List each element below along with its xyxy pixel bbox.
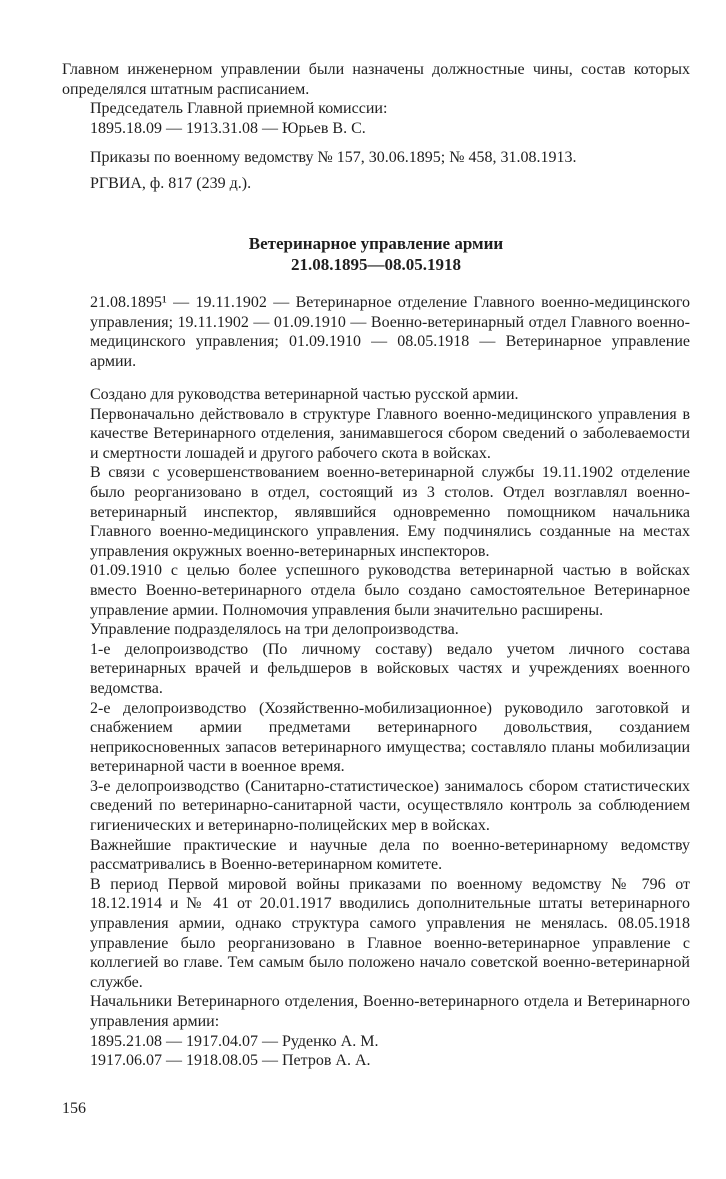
paragraph: В связи с усовершенствованием военно-ветеринарной службы 19.11.1902 отделение было реорганизовано в отдел, состоящий из 3 столов. Отдел возглавлял военно-ветеринарный инспектор, являвшийся одновременно помощником начальника Главного военно-медицинского управления. Ему подчинялись созданные на местах управления окружных военно-ветеринарных инспекторов. [90, 464, 690, 560]
paragraph: 01.09.1910 с целью более успешного руководства ветеринарной частью в войсках вместо Военно-ветеринарного отдела было создано самостоятельное Ветеринарное управление армии. Полномочия управления были значительно расширены. [90, 562, 690, 619]
history-paragraph: 21.08.1895¹ — 19.11.1902 — Ветеринарное отделение Главного военно-медицинского управления; 19.11.1902 — 01.09.1910 — Военно-ветеринарный отдел Главного военно-медицинского управления; 01.09.1910 — 08.05.1918 — Ветеринарное управление армии. [90, 294, 690, 370]
paragraph: Первоначально действовало в структуре Главного военно-медицинского управления в качестве Ветеринарного отделения, занимавшегося сбором сведений о заболеваемости и смертности лошадей и другого рабочего скота в войсках. [90, 405, 690, 462]
section-dates: 21.08.1895—08.05.1918 [291, 255, 461, 274]
section-heading [62, 233, 690, 275]
chair-label: Председатель Главной приемной комиссии: [90, 100, 388, 118]
paragraph: 2-е делопроизводство (Хозяйственно-мобилизационное) руководило заготовкой и снабжением армии предметами ветеринарного довольствия, созданием неприкосновенных запасов ветеринарного имущества; составляло планы мобилизации ветеринарной части в военное время. [90, 699, 690, 776]
section-title: Ветеринарное управление армии [248, 234, 504, 253]
top-section [62, 60, 690, 138]
paragraph: Важнейшие практические и научные дела по военно-ветеринарному ведомству рассматривались в Военно-ветеринарном комитете. [90, 836, 690, 874]
paragraph: Начальники Ветеринарного отделения, Военно-ветеринарного отдела и Ветеринарного управления армии: [90, 993, 690, 1030]
sources [62, 148, 690, 193]
page-number: 156 [62, 1100, 86, 1117]
intro-paragraph: Главном инженерном управлении были назначены должностные чины, состав которых определялся штатным расписанием. [62, 61, 690, 98]
orders-reference: Приказы по военному ведомству № 157, 30.06.1895; № 458, 31.08.1913. [90, 149, 577, 166]
archive-reference: РГВИА, ф. 817 (239 д.). [90, 174, 252, 192]
chair-entry: 1895.18.09 — 1913.31.08 — Юрьев В. С. [90, 119, 366, 137]
paragraph: В период Первой мировой войны приказами по военному ведомству № 796 от 18.12.1914 и № 41 от 20.01.1917 вводились дополнительные штаты ветеринарного управления армии, однако структура самого управления не менялась. 08.05.1918 управление было реорганизовано в Главное военно-ветеринарное управление с коллегией во главе. Тем самым было положено начало советской военно-ветеринарной службе. [90, 875, 690, 991]
head-entry: 1895.21.08 — 1917.04.07 — Руденко А. М. [90, 1032, 379, 1050]
body-text [62, 385, 690, 1071]
head-entry: 1917.06.07 — 1918.08.05 — Петров А. А. [90, 1052, 371, 1070]
paragraph: Создано для руководства ветеринарной частью русской армии. [90, 386, 519, 403]
paragraph: 1-е делопроизводство (По личному составу) ведало учетом личного состава ветеринарных врачей и фельдшеров в войсковых частях и учреждениях военного ведомства. [90, 640, 690, 697]
paragraph: 3-е делопроизводство (Санитарно-статистическое) занималось сбором статистических сведений по ветеринарно-санитарной части, осуществляло контроль за соблюдением гигиенических и ветеринарно-полицейских мер в войсках. [90, 777, 690, 835]
history-block [62, 293, 690, 371]
paragraph: Управление подразделялось на три делопроизводства. [90, 621, 459, 639]
